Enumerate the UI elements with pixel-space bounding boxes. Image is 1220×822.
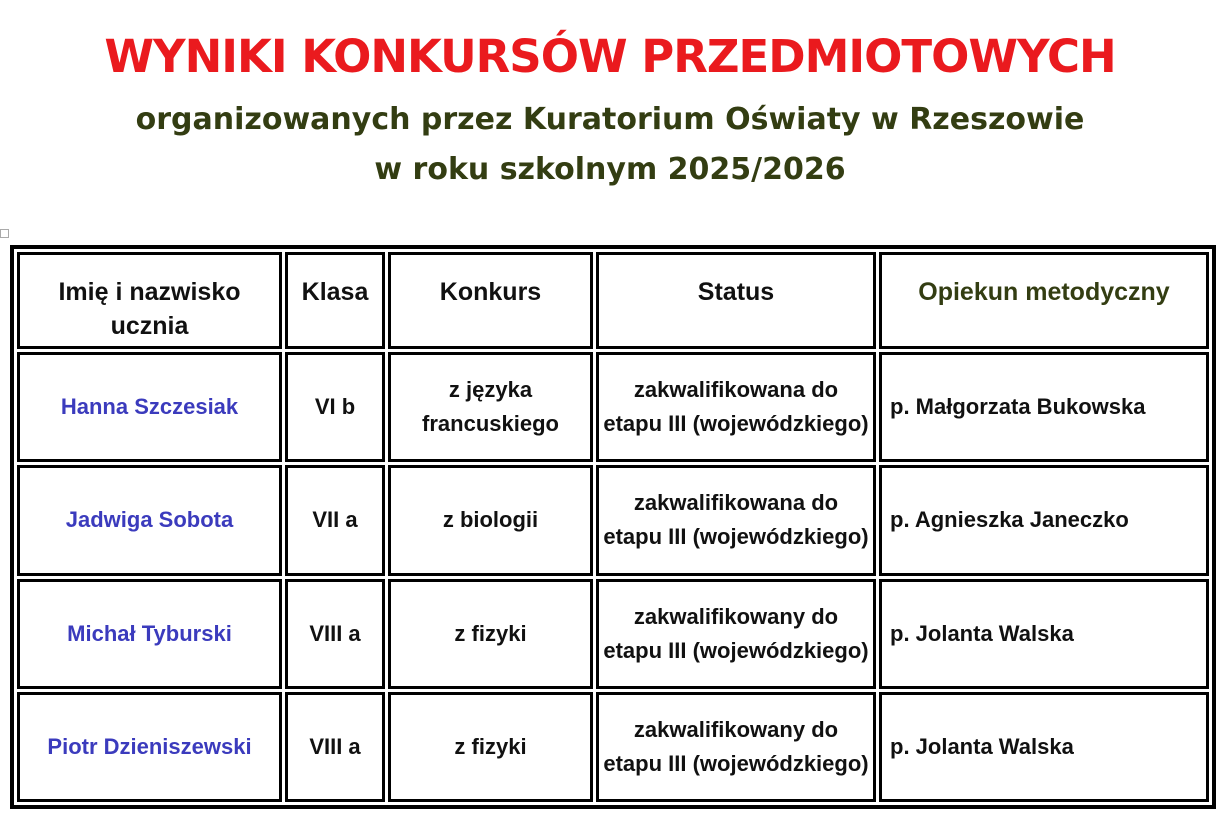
student-class: VIII a	[285, 579, 385, 689]
student-class: VII a	[285, 465, 385, 575]
header-status: Status	[596, 252, 876, 349]
page-title: WYNIKI KONKURSÓW PRZEDMIOTOWYCH	[104, 30, 1116, 83]
contest: z biologii	[388, 465, 593, 575]
contest: z fizyki	[388, 579, 593, 689]
table-row	[17, 465, 1209, 575]
table-move-handle-icon[interactable]	[0, 229, 9, 238]
status: zakwalifikowana do etapu III (wojewódzkiego)	[596, 465, 876, 575]
table-header-row	[17, 252, 1209, 349]
supervisor: p. Małgorzata Bukowska	[879, 352, 1209, 462]
table-row	[17, 352, 1209, 462]
header-opiekun: Opiekun metodyczny	[879, 252, 1209, 349]
status: zakwalifikowany do etapu III (wojewódzkiego)	[596, 692, 876, 802]
student-name: Jadwiga Sobota	[17, 465, 282, 575]
header-name: Imię i nazwisko ucznia	[17, 252, 282, 349]
student-name: Michał Tyburski	[17, 579, 282, 689]
status: zakwalifikowana do etapu III (wojewódzkiego)	[596, 352, 876, 462]
supervisor: p. Agnieszka Janeczko	[879, 465, 1209, 575]
student-class: VI b	[285, 352, 385, 462]
supervisor: p. Jolanta Walska	[879, 579, 1209, 689]
contest: z fizyki	[388, 692, 593, 802]
header-klasa: Klasa	[285, 252, 385, 349]
student-name: Piotr Dzieniszewski	[17, 692, 282, 802]
table-row	[17, 692, 1209, 802]
subtitle-organizer: organizowanych przez Kuratorium Oświaty w Rzeszowie	[135, 102, 1085, 137]
status: zakwalifikowany do etapu III (wojewódzkiego)	[596, 579, 876, 689]
student-class: VIII a	[285, 692, 385, 802]
supervisor: p. Jolanta Walska	[879, 692, 1209, 802]
contest: z języka francuskiego	[388, 352, 593, 462]
student-name: Hanna Szczesiak	[17, 352, 282, 462]
table-row	[17, 579, 1209, 689]
header-konkurs: Konkurs	[388, 252, 593, 349]
subtitle-year: w roku szkolnym 2025/2026	[374, 152, 846, 187]
results-table	[10, 245, 1216, 809]
